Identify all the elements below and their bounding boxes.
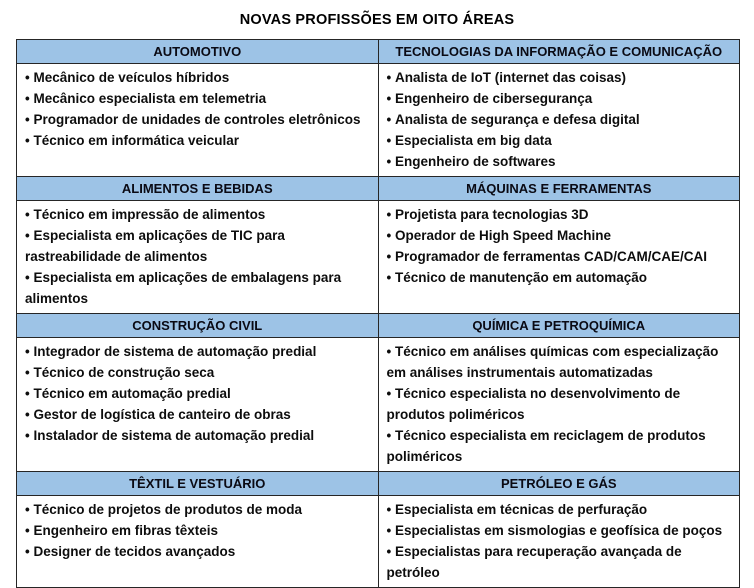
section-header-tecnologias: TECNOLOGIAS DA INFORMAÇÃO E COMUNICAÇÃO	[378, 40, 740, 64]
professions-table	[16, 39, 740, 588]
section-items-tecnologias	[378, 64, 740, 177]
section-header-textil: TÊXTIL E VESTUÁRIO	[17, 472, 379, 496]
profession-item: • Engenheiro em fibras têxteis	[25, 520, 368, 541]
profession-item: • Mecânico de veículos híbridos	[25, 67, 368, 88]
profession-item: • Instalador de sistema de automação predial	[25, 425, 368, 446]
section-items-automotivo	[17, 64, 379, 177]
section-header-alimentos: ALIMENTOS E BEBIDAS	[17, 177, 379, 201]
profession-item: • Mecânico especialista em telemetria	[25, 88, 368, 109]
header-row-3	[17, 314, 740, 338]
section-items-petroleo	[378, 496, 740, 588]
profession-item: • Técnico especialista no desenvolvimento de produtos poliméricos	[387, 383, 730, 425]
profession-item: • Analista de segurança e defesa digital	[387, 109, 730, 130]
profession-item: • Especialista em aplicações de embalagens para alimentos	[25, 267, 368, 309]
section-header-construcao: CONSTRUÇÃO CIVIL	[17, 314, 379, 338]
section-items-construcao	[17, 338, 379, 472]
header-row-4	[17, 472, 740, 496]
content-row-3	[17, 338, 740, 472]
section-items-alimentos	[17, 201, 379, 314]
profession-item: • Técnico em informática veicular	[25, 130, 368, 151]
profession-item: • Projetista para tecnologias 3D	[387, 204, 730, 225]
content-row-2	[17, 201, 740, 314]
section-header-quimica: QUÍMICA E PETROQUÍMICA	[378, 314, 740, 338]
profession-item: • Integrador de sistema de automação predial	[25, 341, 368, 362]
profession-item: • Técnico de manutenção em automação	[387, 267, 730, 288]
profession-item: • Engenheiro de softwares	[387, 151, 730, 172]
profession-item: • Operador de High Speed Machine	[387, 225, 730, 246]
profession-item: • Especialista em aplicações de TIC para rastreabilidade de alimentos	[25, 225, 368, 267]
profession-item: • Especialista em big data	[387, 130, 730, 151]
page-title: NOVAS PROFISSÕES EM OITO ÁREAS	[239, 12, 515, 28]
profession-item: • Gestor de logística de canteiro de obras	[25, 404, 368, 425]
profession-item: • Técnico de construção seca	[25, 362, 368, 383]
section-header-petroleo: PETRÓLEO E GÁS	[378, 472, 740, 496]
header-row-2	[17, 177, 740, 201]
section-items-textil	[17, 496, 379, 588]
profession-item: • Técnico em automação predial	[25, 383, 368, 404]
profession-item: • Técnico em análises químicas com especialização em análises instrumentais automatizadas	[387, 341, 730, 383]
profession-item: • Engenheiro de cibersegurança	[387, 88, 730, 109]
section-items-maquinas	[378, 201, 740, 314]
profession-item: • Técnico de projetos de produtos de moda	[25, 499, 368, 520]
profession-item: • Designer de tecidos avançados	[25, 541, 368, 562]
content-row-1	[17, 64, 740, 177]
profession-item: • Programador de unidades de controles eletrônicos	[25, 109, 368, 130]
header-row-1	[17, 40, 740, 64]
section-header-automotivo: AUTOMOTIVO	[17, 40, 379, 64]
profession-item: • Especialista em técnicas de perfuração	[387, 499, 730, 520]
profession-item: • Técnico em impressão de alimentos	[25, 204, 368, 225]
profession-item: • Especialistas em sismologias e geofísica de poços	[387, 520, 730, 541]
profession-item: • Especialistas para recuperação avançada de petróleo	[387, 541, 730, 583]
content-row-4	[17, 496, 740, 588]
profession-item: • Analista de IoT (internet das coisas)	[387, 67, 730, 88]
section-items-quimica	[378, 338, 740, 472]
profession-item: • Técnico especialista em reciclagem de produtos poliméricos	[387, 425, 730, 467]
section-header-maquinas: MÁQUINAS E FERRAMENTAS	[378, 177, 740, 201]
profession-item: • Programador de ferramentas CAD/CAM/CAE/CAI	[387, 246, 730, 267]
